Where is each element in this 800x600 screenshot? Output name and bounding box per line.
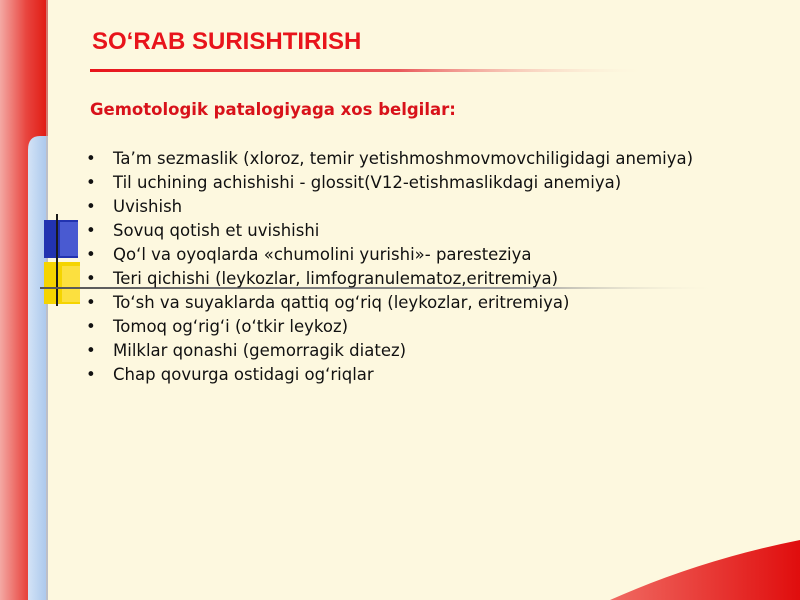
slide-subtitle: Gemotologik patalogiyaga xos belgilar: [90, 100, 456, 119]
bullet-dot-icon: • [86, 269, 96, 288]
list-item-text: Qo‘l va oyoqlarda «chumolini yurishi»- paresteziya [113, 245, 532, 264]
yellow-square-shade [62, 266, 80, 302]
corner-red-swoosh [610, 540, 800, 600]
bullet-dot-icon: • [86, 245, 96, 264]
bullet-dot-icon: • [86, 293, 96, 312]
list-item [86, 219, 726, 243]
list-item-text: Til uchining achishishi - glossit(V12-etishmaslikdagi anemiya) [113, 173, 622, 192]
bullet-dot-icon: • [86, 221, 96, 240]
list-item-text: Sovuq qotish et uvishishi [113, 221, 320, 240]
list-item [86, 339, 726, 363]
list-item-text: Ta’m sezmaslik (xloroz, temir yetishmoshmovmovchiligidagi anemiya) [113, 149, 694, 168]
list-item-text: Teri qichishi (leykozlar, limfogranulematoz,eritremiya) [113, 269, 559, 288]
bullet-dot-icon: • [86, 341, 96, 360]
list-item [86, 291, 726, 315]
list-item [86, 147, 726, 171]
list-item [86, 315, 726, 339]
list-item [86, 267, 726, 291]
list-item-text: Uvishish [113, 197, 183, 216]
blue-square-shade [60, 222, 78, 256]
list-item [86, 243, 726, 267]
vertical-accent-line [56, 214, 58, 306]
symptom-list [86, 147, 726, 387]
list-item [86, 363, 726, 387]
list-item-text: Milklar qonashi (gemorragik diatez) [113, 341, 407, 360]
bullet-dot-icon: • [86, 365, 96, 384]
left-blue-band [28, 136, 48, 600]
title-underline [90, 69, 650, 72]
bullet-dot-icon: • [86, 197, 96, 216]
bullet-dot-icon: • [86, 173, 96, 192]
list-item-text: To‘sh va suyaklarda qattiq og‘riq (leykozlar, eritremiya) [113, 293, 570, 312]
bullet-dot-icon: • [86, 317, 96, 336]
list-item-text: Tomoq og‘rig‘i (o‘tkir leykoz) [113, 317, 349, 336]
bullet-dot-icon: • [86, 149, 96, 168]
list-item [86, 195, 726, 219]
slide-title: SO‘RAB SURISHTIRISH [92, 28, 362, 55]
list-item [86, 171, 726, 195]
list-item-text: Chap qovurga ostidagi og‘riqlar [113, 365, 374, 384]
